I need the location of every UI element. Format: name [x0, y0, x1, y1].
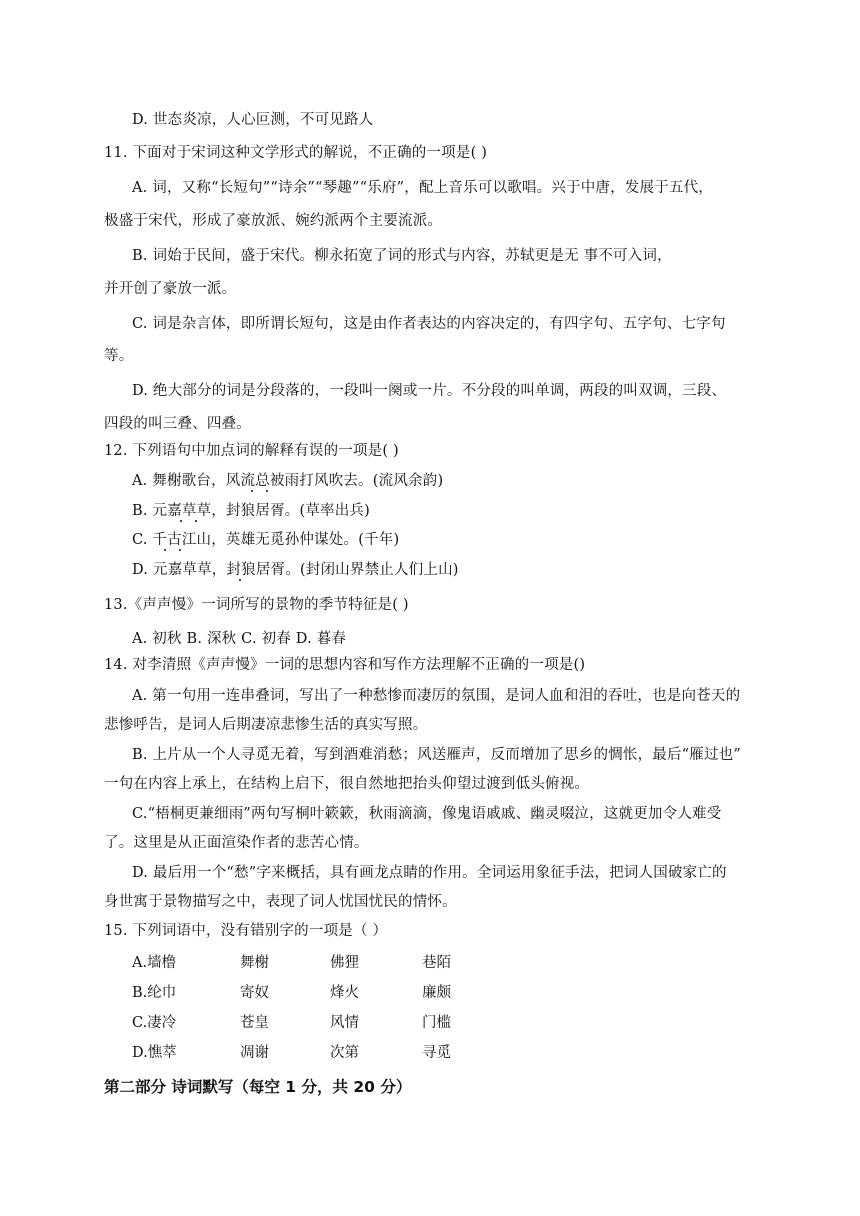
table-cell: 风情	[330, 1015, 359, 1031]
table-cell: 巷陌	[422, 955, 451, 971]
emphasis-dot	[164, 549, 166, 551]
table-cell: 舞榭	[240, 955, 269, 971]
q12-option-d: D. 元嘉草草，封狼居胥。(封闭山界禁止人们上山)	[132, 562, 459, 578]
q12-option-a: A. 舞榭歌台，风流总被雨打风吹去。(流风余韵)	[132, 473, 444, 489]
table-cell: 门槛	[422, 1015, 451, 1031]
q11-option-a: A. 词，又称“长短句”“诗余”“琴趣”“乐府”，配上音乐可以歌唱。兴于中唐，发展于五代，	[132, 180, 713, 196]
q11-option-d: D. 绝大部分的词是分段落的，一段叫一阕或一片。不分段的叫单调，两段的叫双调，三段、	[132, 383, 727, 399]
q14-option-d: D. 最后用一个“愁”字来概括，具有画龙点睛的作用。全词运用象征手法，把词人国破家亡的	[132, 865, 727, 881]
question-11-stem: 11. 下面对于宋词这种文学形式的解说，不正确的一项是( )	[104, 145, 488, 161]
q14-option-c: C.“梧桐更兼细雨”两句写桐叶簌簌，秋雨滴滴，像鬼语戚戚、幽灵啜泣，这就更加令人难受	[132, 806, 722, 822]
q12-option-c: C. 千古江山，英雄无觅孙仲谋处。(千年)	[132, 532, 400, 548]
q14-option-b-cont: 一句在内容上承上，在结构上启下，很自然地把抬头仰望过渡到低头俯视。	[104, 776, 590, 792]
emphasis-dot	[195, 520, 197, 522]
emphasis-dot	[180, 520, 182, 522]
question-15-stem: 15. 下列词语中，没有错别字的一项是（ ）	[104, 923, 388, 939]
q14-option-d-cont: 身世寓于景物描写之中，表现了词人忧国忧民的情怀。	[104, 894, 457, 910]
q14-option-c-cont: 了。这里是从正面渲染作者的悲苦心情。	[104, 835, 369, 851]
q11-option-d-cont: 四段的叫三叠、四叠。	[104, 416, 251, 432]
q12-option-b: B. 元嘉草草，封狼居胥。(草率出兵)	[132, 503, 370, 519]
question-13-stem: 13.《声声慢》一词所写的景物的季节特征是( )	[104, 597, 409, 613]
emphasis-dot	[251, 490, 253, 492]
table-cell: 烽火	[330, 985, 359, 1001]
q14-option-b: B. 上片从一个人寻觅无着，写到酒难消愁；风送雁声，反而增加了思乡的惆怅，最后“雁过也”	[132, 747, 741, 763]
q14-option-a-cont: 悲惨呼告，是词人后期凄凉悲惨生活的真实写照。	[104, 717, 428, 733]
table-cell: 苍皇	[240, 1015, 269, 1031]
table-cell: B.纶巾	[132, 985, 177, 1001]
emphasis-dot	[179, 549, 181, 551]
table-cell: 次第	[330, 1045, 359, 1061]
section-title: 第二部分 诗词默写（每空 1 分，共 20 分）	[104, 1078, 412, 1096]
q14-option-a: A. 第一句用一连串叠词，写出了一种愁惨而凄厉的氛围，是词人血和泪的吞吐，也是向苍天的	[132, 688, 741, 704]
table-cell: C.凄冷	[132, 1015, 177, 1031]
q13-options: A. 初秋 B. 深秋 C. 初春 D. 暮春	[132, 631, 347, 647]
emphasis-dot	[239, 579, 241, 581]
q11-option-c-cont: 等。	[104, 348, 134, 364]
q11-option-a-cont: 极盛于宋代，形成了豪放派、婉约派两个主要流派。	[104, 213, 443, 229]
table-cell: 寻觅	[422, 1045, 451, 1061]
table-cell: 寄奴	[240, 985, 269, 1001]
table-cell: 廉颇	[422, 985, 451, 1001]
q11-option-b: B. 词始于民间，盛于宋代。柳永拓宽了词的形式与内容，苏轼更是无 事不可入词，	[132, 248, 672, 264]
q10-option-d: D. 世态炎凉，人心叵测，不可见路人	[132, 112, 374, 128]
q11-option-b-cont: 并开创了豪放一派。	[104, 281, 237, 297]
table-cell: D.憔萃	[132, 1045, 177, 1061]
table-cell: 佛狸	[330, 955, 359, 971]
table-cell: 凋谢	[240, 1045, 269, 1061]
q11-option-c: C. 词是杂言体，即所谓长短句，这是由作者表达的内容决定的，有四字句、五字句、七字句	[132, 316, 726, 332]
emphasis-dot	[266, 490, 268, 492]
question-14-stem: 14. 对李清照《声声慢》一词的思想内容和写作方法理解不正确的一项是()	[104, 657, 586, 673]
question-12-stem: 12. 下列语句中加点词的解释有误的一项是( )	[104, 443, 399, 459]
table-cell: A.墙橹	[132, 955, 177, 971]
